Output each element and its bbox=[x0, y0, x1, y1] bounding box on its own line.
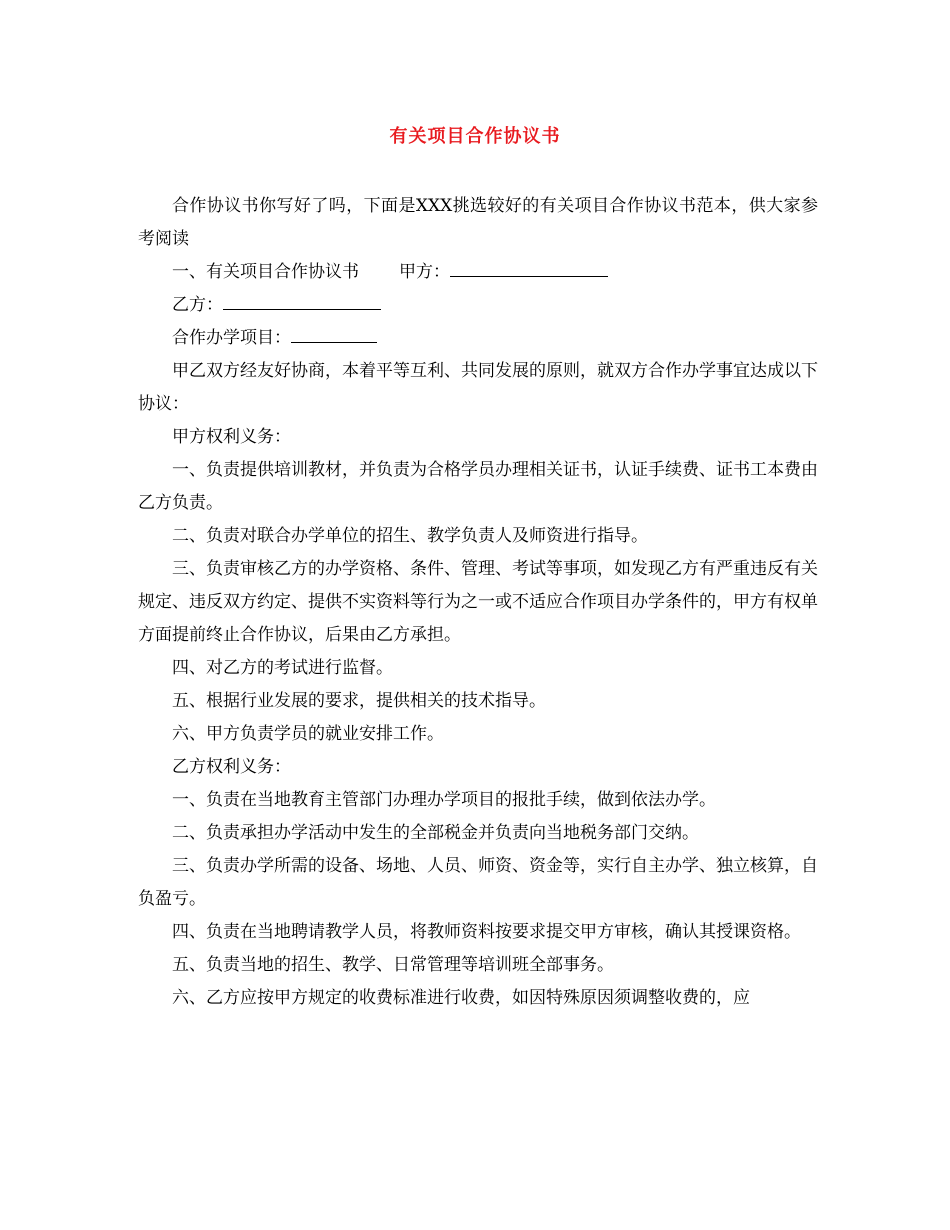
agreement-heading: 一、有关项目合作协议书 bbox=[172, 262, 359, 282]
project-label: 合作办学项目： bbox=[172, 328, 291, 348]
party-b-item: 五、负责当地的招生、教学、日常管理等培训班全部事务。 bbox=[172, 955, 614, 975]
party-b-item: 四、负责在当地聘请教学人员，将教师资料按要求提交甲方审核，确认其授课资格。 bbox=[172, 922, 801, 942]
party-a-item: 六、甲方负责学员的就业安排工作。 bbox=[172, 724, 444, 744]
party-a-item: 一、负责提供培训教材，并负责为合格学员办理相关证书，认证手续费、证书工本费由乙方负责。 bbox=[138, 460, 818, 513]
party-b-item: 三、负责办学所需的设备、场地、人员、师资、资金等，实行自主办学、独立核算，自负盈亏。 bbox=[138, 856, 818, 909]
preamble-paragraph: 甲乙双方经友好协商，本着平等互利、共同发展的原则，就双方合作办学事宜达成以下协议： bbox=[138, 361, 818, 414]
party-b-label: 乙方： bbox=[172, 295, 223, 315]
party-a-line bbox=[138, 256, 818, 289]
party-a-item: 四、对乙方的考试进行监督。 bbox=[172, 658, 393, 678]
party-b-item: 六、乙方应按甲方规定的收费标准进行收费，如因特殊原因须调整收费的，应 bbox=[172, 988, 750, 1008]
project-line bbox=[138, 322, 818, 355]
party-a-label: 甲方： bbox=[399, 262, 450, 282]
project-blank bbox=[291, 324, 377, 343]
party-a-item: 二、负责对联合办学单位的招生、教学负责人及师资进行指导。 bbox=[172, 526, 648, 546]
party-a-item: 三、负责审核乙方的办学资格、条件、管理、考试等事项，如发现乙方有严重违反有关规定、违反双方约定、提供不实资料等行为之一或不适应合作项目办学条件的，甲方有权单方面提前终止合作协议，后果由乙方承担。 bbox=[138, 559, 818, 645]
party-b-item: 二、负责承担办学活动中发生的全部税金并负责向当地税务部门交纳。 bbox=[172, 823, 699, 843]
document-body bbox=[138, 190, 818, 1015]
party-a-blank bbox=[450, 258, 608, 277]
party-b-line bbox=[138, 289, 818, 322]
party-a-heading: 甲方权利义务： bbox=[172, 427, 291, 447]
document-title: 有关项目合作协议书 bbox=[389, 126, 561, 147]
party-b-blank bbox=[223, 291, 381, 310]
intro-paragraph: 合作协议书你写好了吗，下面是XXX挑选较好的有关项目合作协议书范本，供大家参考阅读 bbox=[138, 196, 818, 249]
party-b-item: 一、负责在当地教育主管部门办理办学项目的报批手续，做到依法办学。 bbox=[172, 790, 716, 810]
party-a-item: 五、根据行业发展的要求，提供相关的技术指导。 bbox=[172, 691, 546, 711]
party-b-heading: 乙方权利义务： bbox=[172, 757, 291, 777]
